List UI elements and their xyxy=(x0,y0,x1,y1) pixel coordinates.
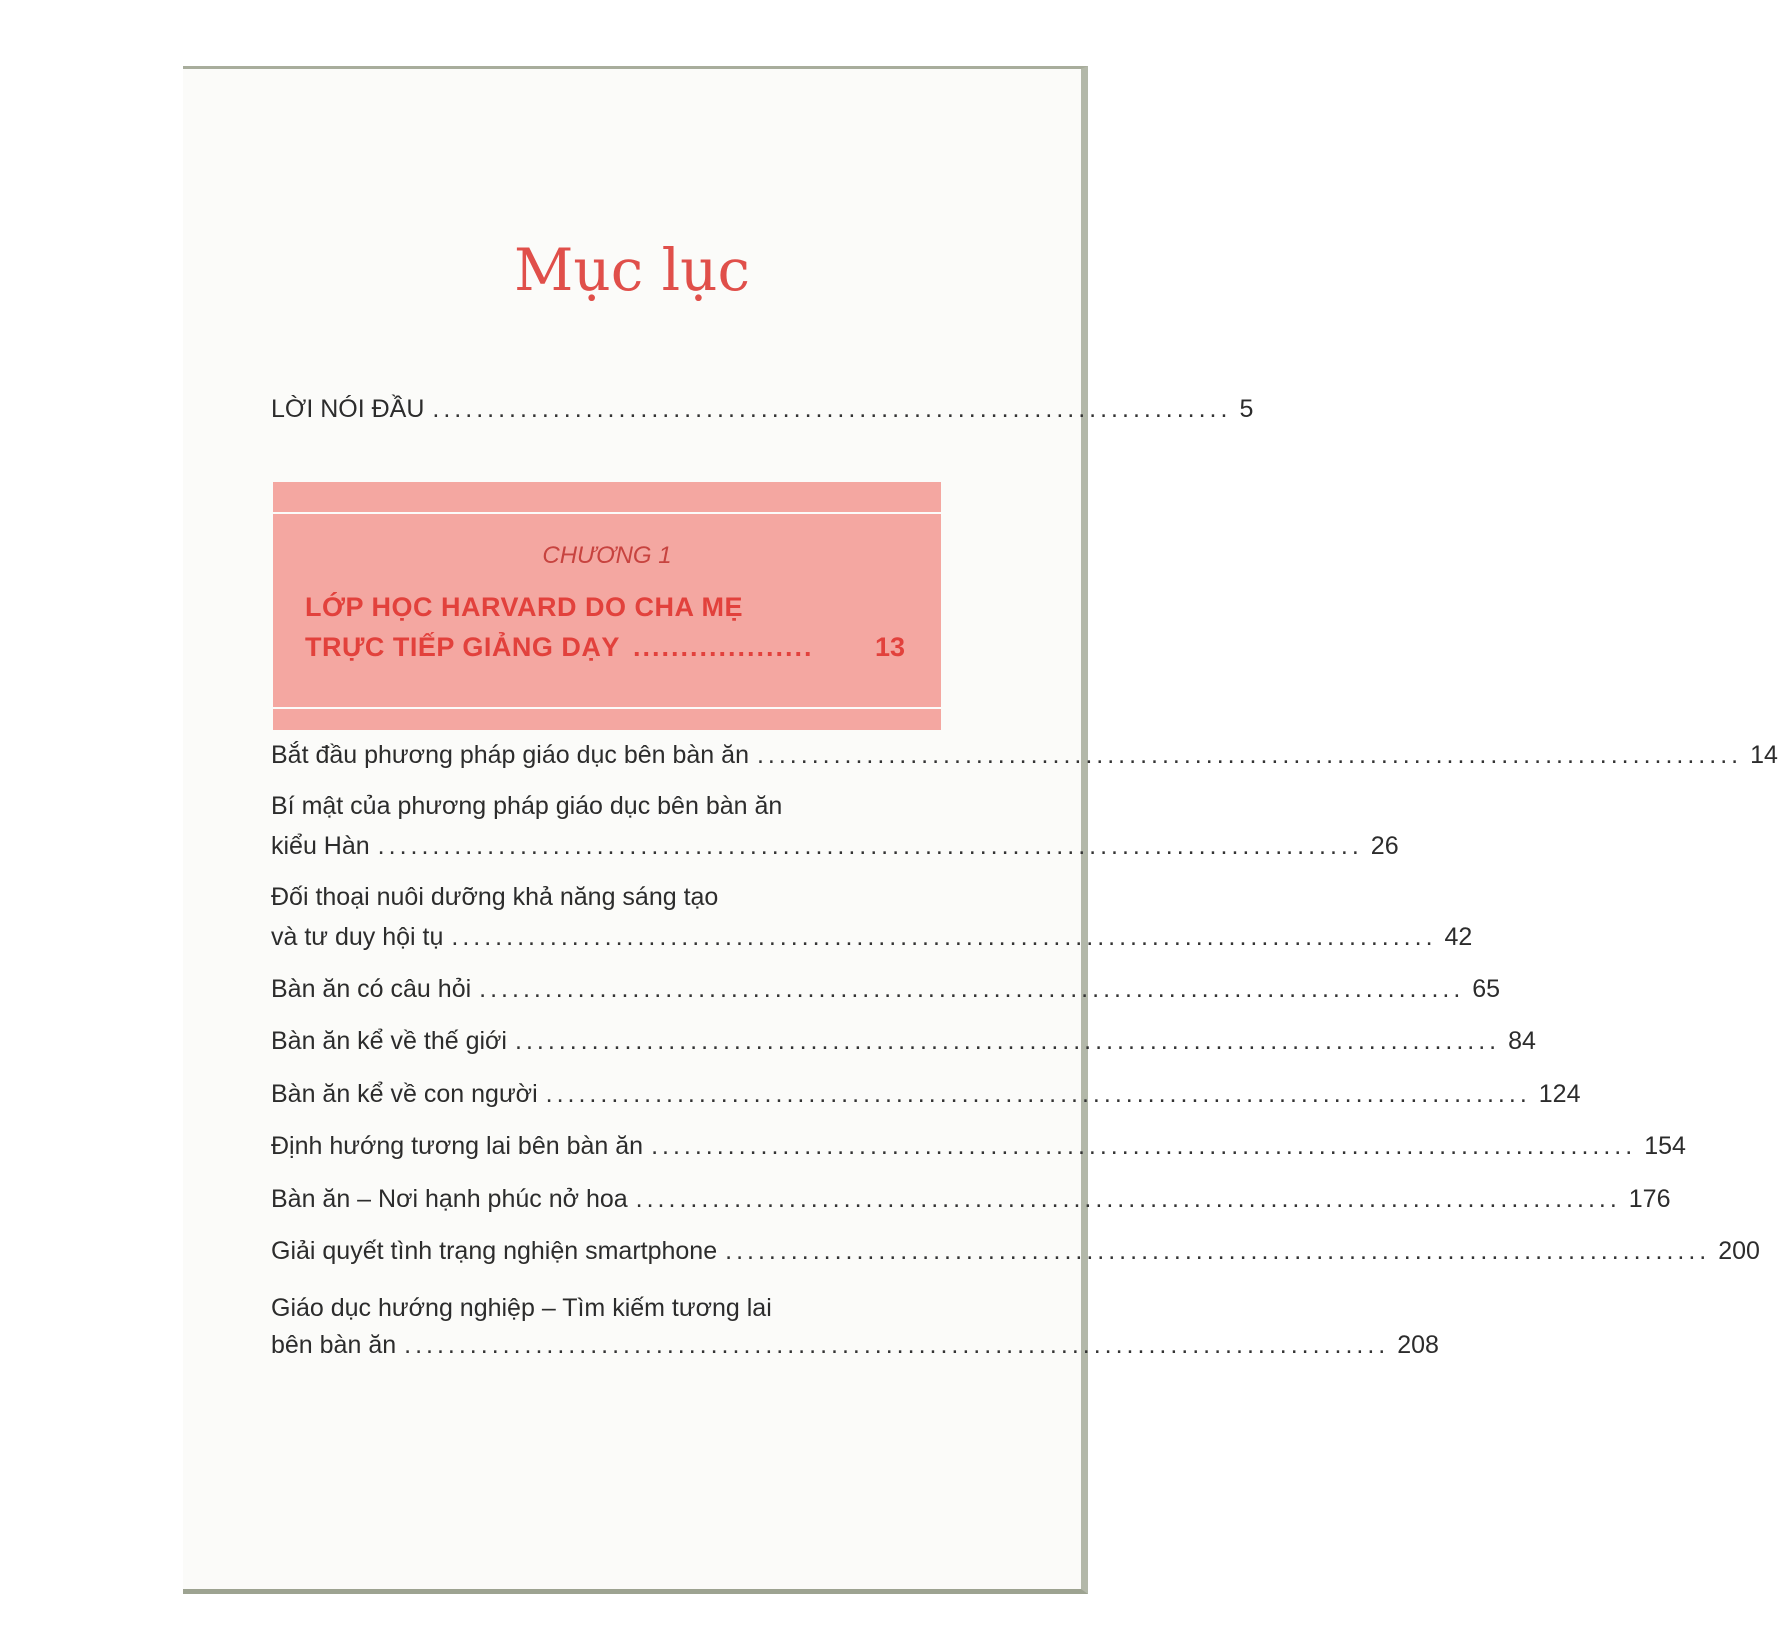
banner-rule xyxy=(273,512,941,514)
toc-entry-page: 84 xyxy=(1508,1027,1536,1055)
chapter-title-line2: TRỰC TIẾP GIẢNG DẠY xyxy=(305,632,620,662)
toc-entry-preface xyxy=(271,395,1254,424)
dot-leader: .......................................................................................... xyxy=(515,1027,1501,1055)
dot-leader: .......................................................................................... xyxy=(545,1080,1531,1108)
toc-entry-label: Bàn ăn có câu hỏi xyxy=(271,975,472,1003)
dot-leader: ................... xyxy=(633,632,814,662)
toc-entry-label: bên bàn ăn xyxy=(271,1331,397,1359)
dot-leader: .......................................................................................... xyxy=(404,1331,1390,1359)
toc-entry-label: Bàn ăn kể về con người xyxy=(271,1080,538,1108)
dot-leader: .......................................................................................... xyxy=(725,1237,1711,1265)
toc-entry-page: 176 xyxy=(1628,1185,1671,1213)
toc-entry-label: Giải quyết tình trạng nghiện smartphone xyxy=(271,1237,718,1265)
toc-entry-line1: Giáo dục hướng nghiệp – Tìm kiếm tương lai xyxy=(271,1294,772,1322)
page-title: Mục lục xyxy=(513,236,751,304)
toc-entry-line1: Bí mật của phương pháp giáo dục bên bàn ăn xyxy=(271,792,783,820)
dot-leader: .......................................................................................... xyxy=(756,741,1743,769)
toc-entry-label: Bàn ăn – Nơi hạnh phúc nở hoa xyxy=(271,1185,628,1213)
toc-entry xyxy=(271,975,1501,1004)
chapter-banner xyxy=(273,482,941,730)
toc-entry xyxy=(271,1027,1536,1056)
toc-entry-page: 65 xyxy=(1472,975,1501,1003)
toc-entry-line1: Đối thoại nuôi dưỡng khả năng sáng tạo xyxy=(271,883,719,911)
toc-entry-page: 5 xyxy=(1239,395,1254,423)
dot-leader: .......................................................................................... xyxy=(635,1185,1621,1213)
toc-entry-page: 14 xyxy=(1750,741,1778,769)
toc-entry-label: Bắt đầu phương pháp giáo dục bên bàn ăn xyxy=(271,741,749,769)
dot-leader: .......................................................................................... xyxy=(377,832,1363,860)
toc-entry xyxy=(271,1080,1581,1109)
chapter-title-line1: LỚP HỌC HARVARD DO CHA MẸ xyxy=(305,592,744,622)
toc-entry-page: 26 xyxy=(1370,832,1399,860)
toc-entry-label: Bàn ăn kể về thế giới xyxy=(271,1027,507,1055)
toc-entry-page: 200 xyxy=(1718,1237,1760,1265)
toc-entry xyxy=(271,1237,1760,1266)
dot-leader: ......................................................................... xyxy=(432,395,1232,423)
toc-entry xyxy=(271,832,1399,861)
toc-entry-page: 154 xyxy=(1644,1132,1686,1160)
toc-entry-label: và tư duy hội tụ xyxy=(271,923,444,951)
toc-entry-page: 42 xyxy=(1444,923,1473,951)
toc-entry-label: LỜI NÓI ĐẦU xyxy=(271,395,425,423)
banner-rule xyxy=(273,707,941,709)
toc-entry xyxy=(271,1185,1671,1214)
toc-entry-label: kiểu Hàn xyxy=(271,832,370,860)
toc-entry xyxy=(271,923,1473,952)
toc-entry-page: 208 xyxy=(1397,1331,1439,1359)
dot-leader: .......................................................................................... xyxy=(651,1132,1637,1160)
dot-leader: .......................................................................................... xyxy=(479,975,1465,1003)
book-page xyxy=(183,66,1778,1594)
toc-entry xyxy=(271,1132,1686,1161)
toc-entry xyxy=(271,741,1778,770)
toc-entry-page: 124 xyxy=(1538,1080,1581,1108)
toc-entry xyxy=(271,1331,1439,1360)
toc-entry-label: Định hướng tương lai bên bàn ăn xyxy=(271,1132,644,1160)
chapter-page: 13 xyxy=(874,632,905,662)
dot-leader: .......................................................................................... xyxy=(451,923,1437,951)
chapter-label: CHƯƠNG 1 xyxy=(542,542,672,569)
